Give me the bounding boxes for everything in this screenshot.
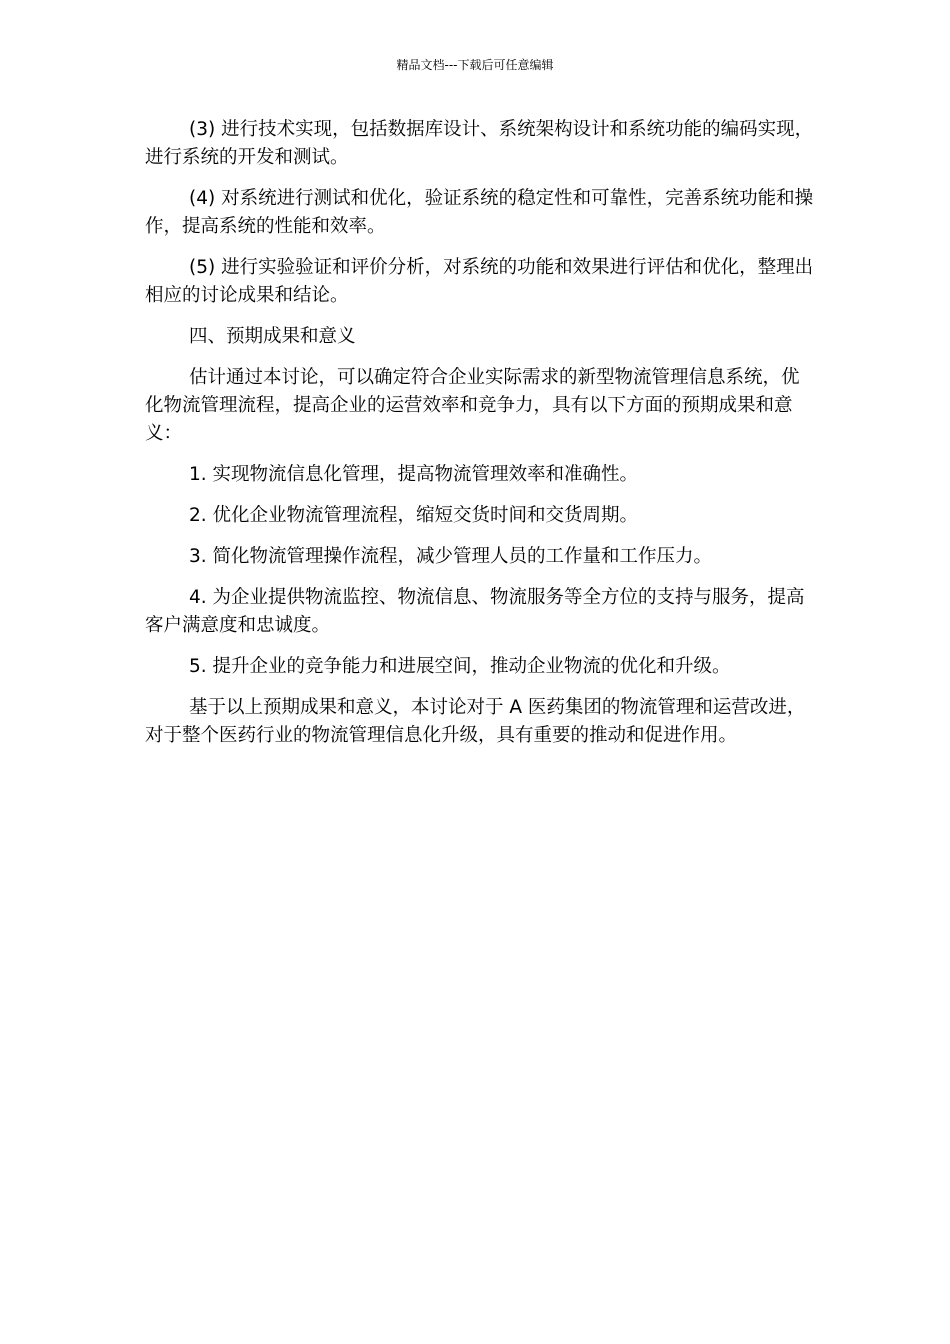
page-header: 精品文档---下载后可任意编辑 — [396, 58, 554, 72]
section-heading: 四、预期成果和意义 — [189, 326, 356, 347]
document-body — [145, 116, 817, 763]
list-item-1: 1. 实现物流信息化管理，提高物流管理效率和准确性。 — [189, 464, 639, 485]
paragraph-conclusion: 基于以上预期成果和意义，本讨论对于 A 医药集团的物流管理和运营改进，对于整个医药行业的物流管理信息化升级，具有重要的推动和促进作用。 — [145, 697, 806, 746]
paragraph-step-3: (3) 进行技术实现，包括数据库设计、系统架构设计和系统功能的编码实现，进行系统的开发和测试。 — [145, 119, 814, 168]
list-item-4: 4. 为企业提供物流监控、物流信息、物流服务等全方位的支持与服务，提高客户满意度和忠诚度。 — [145, 587, 805, 636]
list-item-5: 5. 提升企业的竞争能力和进展空间，推动企业物流的优化和升级。 — [189, 656, 731, 677]
paragraph-intro: 估计通过本讨论，可以确定符合企业实际需求的新型物流管理信息系统，优化物流管理流程，提高企业的运营效率和竞争力，具有以下方面的预期成果和意义： — [145, 367, 800, 444]
list-item-2: 2. 优化企业物流管理流程，缩短交货时间和交货周期。 — [189, 505, 639, 526]
paragraph-step-5: (5) 进行实验验证和评价分析，对系统的功能和效果进行评估和优化，整理出相应的讨论成果和结论。 — [145, 257, 814, 306]
list-item-3: 3. 简化物流管理操作流程，减少管理人员的工作量和工作压力。 — [189, 546, 713, 567]
paragraph-step-4: (4) 对系统进行测试和优化，验证系统的稳定性和可靠性，完善系统功能和操作，提高系统的性能和效率。 — [145, 188, 814, 237]
